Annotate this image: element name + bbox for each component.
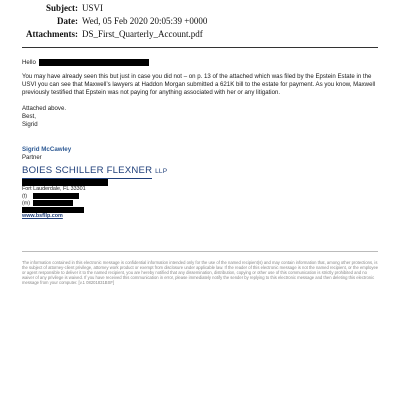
signature-name: Sigrid McCawley [22,146,72,153]
redacted-recipient [39,59,149,66]
address-city: Fort Lauderdale, FL 33301 [22,186,86,192]
firm-suffix: LLP [155,168,168,175]
firm-logo-text [22,165,167,176]
header-divider [22,47,378,48]
subject-value: USVI [82,3,104,13]
redacted-street-address [22,179,108,186]
closing-line: Best, [22,113,36,121]
email-body [22,59,382,129]
greeting: Hello [22,59,36,67]
website-link[interactable]: www.bsfllp.com [22,213,63,219]
redacted-mobile [33,200,73,206]
disclaimer-divider [22,251,378,252]
phone-label: (t) [22,193,28,200]
legal-disclaimer: The information contained in this electronic message is confidential information intended only for the use of the named recipient(s) and may contain information that, among other protections, is the subject of attorney-client privilege, attorney work product or exempt from disclosure under applicable law. If the reader of this electronic message is not the named recipient, or the employee or agent responsible to deliver it to the named recipient, you are hereby notified that any dissemination, distribution, copying or other use of this communication is strictly prohibited and no waiver of any privilege is waived. If you have received this communication in error, please immediately notify the sender by replying to this electronic message and then deleting this electronic message from your computer. [v.1 08201831BSF] [22,260,379,286]
attached-line: Attached above. [22,105,67,113]
attachment-filename[interactable]: DS_First_Quarterly_Account.pdf [82,29,203,39]
date-label: Date: [57,16,78,26]
main-paragraph: You may have already seen this but just in case you did not – on p. 13 of the attached which was filed by the Epstein Estate in the USVI you can see that Maxwell’s lawyers at Haddon Morgan submitted a 621K bill to the estate for payment. As you know, Maxwell previously testified that Epstein was not paying for anything associated with her or any litigation. [22,73,376,97]
signoff-line: Sigrid [22,121,38,129]
mobile-label: (m) [22,200,31,207]
subject-label: Subject: [46,3,78,13]
greeting-line [22,59,382,67]
redacted-phone [33,193,79,199]
signature-title: Partner [22,155,42,161]
attachments-label: Attachments: [26,29,78,39]
firm-name: BOIES SCHILLER FLEXNER [22,165,153,176]
date-value: Wed, 05 Feb 2020 20:05:39 +0000 [82,16,208,26]
